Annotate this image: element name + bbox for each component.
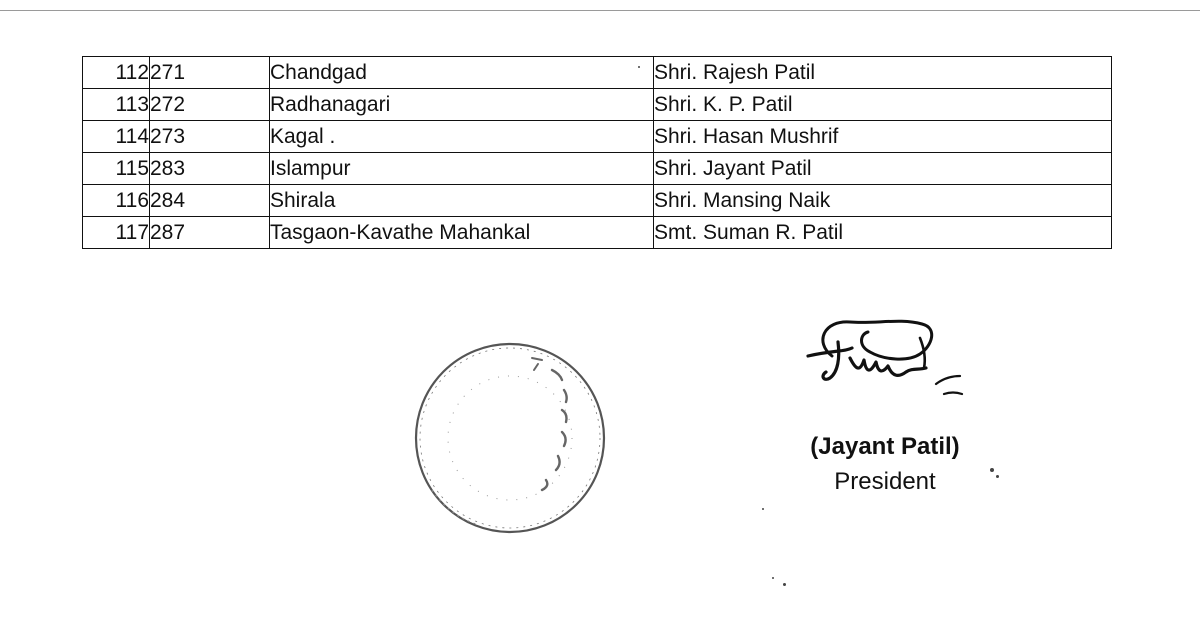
constituency-name-cell: Shirala xyxy=(270,185,654,217)
constituency-number-cell: 283 xyxy=(150,153,270,185)
scan-speck xyxy=(996,475,999,478)
constituency-number-cell: 284 xyxy=(150,185,270,217)
constituency-number-cell: 287 xyxy=(150,217,270,249)
table-row xyxy=(83,89,1112,121)
signature-icon xyxy=(804,312,970,402)
table-row xyxy=(83,121,1112,153)
signatory-name: (Jayant Patil) xyxy=(810,433,960,460)
scan-speck xyxy=(783,583,786,586)
constituency-name-cell: Chandgad xyxy=(270,57,654,89)
serial-number-cell: 113 xyxy=(83,89,150,121)
table-row xyxy=(83,57,1112,89)
serial-number-cell: 116 xyxy=(83,185,150,217)
serial-number-cell: 114 xyxy=(83,121,150,153)
constituency-name-cell: Radhanagari xyxy=(270,89,654,121)
scan-speck xyxy=(638,66,640,68)
candidate-name-cell: Shri. Mansing Naik xyxy=(654,185,1112,217)
scan-speck xyxy=(990,468,994,472)
official-seal-icon xyxy=(412,340,608,536)
table-row xyxy=(83,185,1112,217)
constituency-name-cell: Islampur xyxy=(270,153,654,185)
constituency-number-cell: 271 xyxy=(150,57,270,89)
constituency-name-cell: Kagal . xyxy=(270,121,654,153)
candidate-name-cell: Shri. Hasan Mushrif xyxy=(654,121,1112,153)
candidate-name-cell: Shri. Jayant Patil xyxy=(654,153,1112,185)
candidate-table xyxy=(82,56,1112,249)
top-divider-line xyxy=(0,10,1200,11)
serial-number-cell: 115 xyxy=(83,153,150,185)
constituency-number-cell: 272 xyxy=(150,89,270,121)
serial-number-cell: 112 xyxy=(83,57,150,89)
scan-speck xyxy=(762,508,764,510)
table-row xyxy=(83,153,1112,185)
constituency-number-cell: 273 xyxy=(150,121,270,153)
table-row xyxy=(83,217,1112,249)
candidate-name-cell: Shri. Rajesh Patil xyxy=(654,57,1112,89)
constituency-name-cell: Tasgaon-Kavathe Mahankal xyxy=(270,217,654,249)
candidate-name-cell: Smt. Suman R. Patil xyxy=(654,217,1112,249)
serial-number-cell: 117 xyxy=(83,217,150,249)
candidate-name-cell: Shri. K. P. Patil xyxy=(654,89,1112,121)
scan-speck xyxy=(772,577,774,579)
signatory-title: President xyxy=(834,468,936,495)
